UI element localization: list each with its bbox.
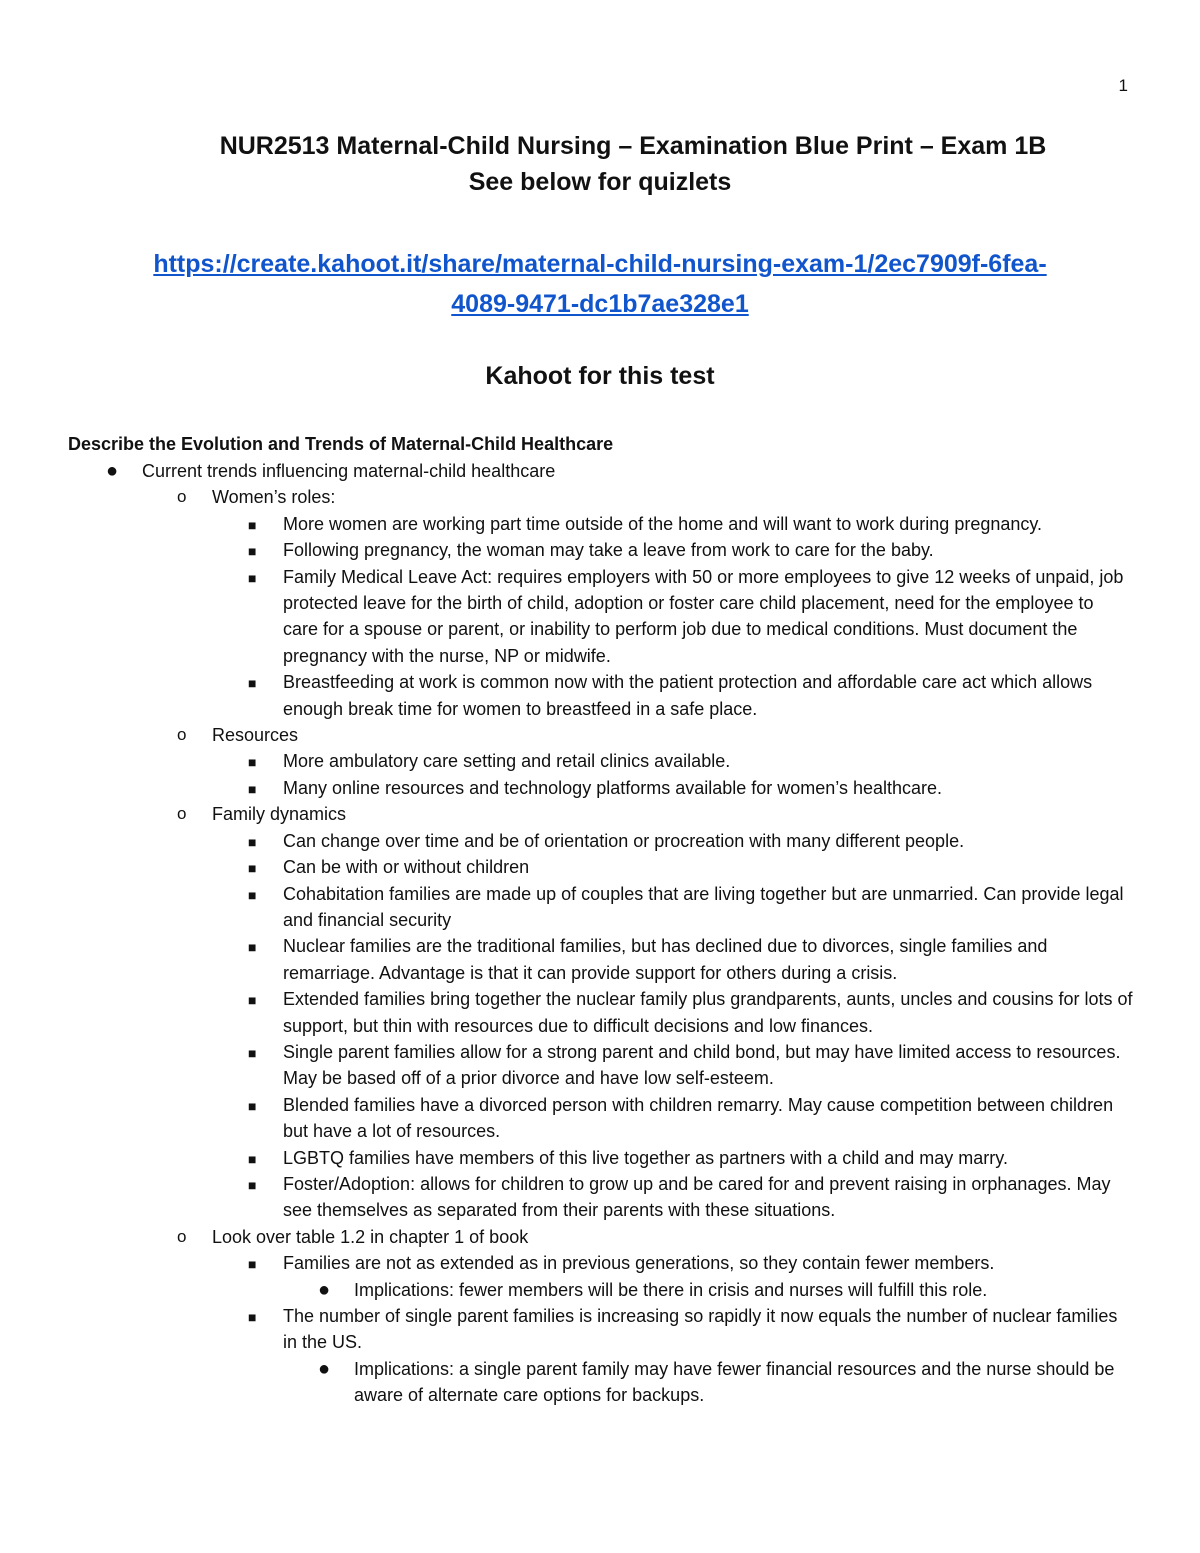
bullet-icon: o [177, 487, 187, 507]
bullet-icon: ■ [248, 833, 257, 850]
list-item [0, 1277, 1200, 1303]
list-item [0, 1039, 1200, 1092]
list-item [0, 722, 1200, 748]
document-header [0, 128, 1200, 200]
list-item [0, 933, 1200, 986]
list-item-text: Family dynamics [212, 804, 347, 825]
bullet-icon: ■ [248, 886, 257, 903]
kahoot-label: Kahoot for this test [485, 362, 715, 390]
list-item-text: Implications: fewer members will be there in crisis and nurses will fulfill this role. [354, 1279, 988, 1300]
kahoot-link-line-2: 4089-9471-dc1b7ae328e1 [451, 290, 749, 318]
list-item [0, 854, 1200, 880]
list-item-text: Foster/Adoption: allows for children to grow up and be cared for and prevent raising in orphanages. May see themselves as separated from their parents with these situations. [283, 1173, 1111, 1221]
list-item [0, 564, 1200, 670]
list-item-text: Current trends influencing maternal-child healthcare [142, 461, 556, 481]
kahoot-link-line-1: https://create.kahoot.it/share/maternal-child-nursing-exam-1/2ec7909f-6fea- [153, 250, 1047, 278]
bullet-icon: o [177, 725, 187, 745]
list-item-text: LGBTQ families have members of this live together as partners with a child and may marry. [283, 1147, 1008, 1168]
list-item [0, 1250, 1200, 1276]
bullet-icon: ■ [248, 780, 257, 797]
list-item-text: The number of single parent families is increasing so rapidly it now equals the number of nuclear families in the US. [283, 1306, 1118, 1353]
bullet-icon: ■ [248, 1097, 257, 1114]
bullet-icon: ● [318, 1278, 331, 1301]
list-item-text: Can be with or without children [283, 857, 530, 878]
bullet-icon: ■ [248, 860, 257, 877]
list-item [0, 458, 1200, 484]
list-item [0, 537, 1200, 563]
bullet-icon: ■ [248, 1176, 257, 1193]
list-item [0, 828, 1200, 854]
list-item-text: Breastfeeding at work is common now with the patient protection and affordable care act which allows enough break time for women to breastfeed in a safe place. [283, 672, 1093, 719]
bullet-icon: ■ [248, 675, 257, 692]
list-item [0, 986, 1200, 1039]
list-item-text: Following pregnancy, the woman may take a leave from work to care for the baby. [283, 540, 934, 561]
kahoot-link[interactable] [40, 244, 1160, 324]
list-item [0, 1303, 1200, 1356]
list-item [0, 1092, 1200, 1145]
list-item [0, 1224, 1200, 1250]
list-item-text: Resources [212, 725, 299, 746]
list-item-text: More women are working part time outside of the home and will want to work during pregnancy. [283, 513, 1043, 534]
bullet-icon: ■ [248, 1150, 257, 1167]
list-item [0, 881, 1200, 934]
bullet-icon: ■ [248, 992, 257, 1009]
bullet-icon: ■ [248, 516, 257, 533]
list-item-text: Women’s roles: [212, 487, 336, 508]
bullet-icon: ■ [248, 1044, 257, 1061]
bullet-icon: ■ [248, 754, 257, 771]
list-item-text: Extended families bring together the nuclear family plus grandparents, aunts, uncles and cousins for lots of support, but thin with resources due to difficult decisions and low finances. [283, 989, 1133, 1036]
bullet-icon: ■ [248, 1256, 257, 1273]
bullet-icon: ■ [248, 1309, 257, 1325]
list-item [0, 775, 1200, 801]
list-item-text: Family Medical Leave Act: requires employers with 50 or more employees to give 12 weeks of unpaid, job protected leave for the birth of child, adoption or foster care child placement, need for the employee to care for a spouse or parent, or inability to perform job due to medical conditions. Must document the pregnancy with the nurse, NP or midwife. [283, 566, 1124, 666]
bullet-icon: o [177, 1226, 187, 1246]
bullet-icon: ■ [248, 543, 257, 560]
list-item-text: Blended families have a divorced person with children remarry. May cause competition between children but have a lot of resources. [283, 1094, 1114, 1142]
list-item-text: Single parent families allow for a strong parent and child bond, but may have limited access to resources. May be based off of a prior divorce and have low self-esteem. [283, 1041, 1121, 1089]
list-item-text: Nuclear families are the traditional families, but has declined due to divorces, single families and remarriage. Advantage is that it can provide support for others during a crisis. [283, 936, 1048, 983]
list-item [0, 484, 1200, 510]
page-number: 1 [1118, 76, 1128, 95]
list-item [0, 511, 1200, 537]
list-item [0, 1171, 1200, 1224]
list-item [0, 1356, 1200, 1409]
document-title: NUR2513 Maternal-Child Nursing – Examination Blue Print – Exam 1B [219, 132, 1047, 160]
list-item-text: Can change over time and be of orientation or procreation with many different people. [283, 830, 965, 851]
list-item-text: Families are not as extended as in previous generations, so they contain fewer members. [283, 1253, 995, 1274]
list-item [0, 669, 1200, 722]
list-item [0, 1145, 1200, 1171]
bullet-icon: ■ [248, 569, 257, 586]
document-subtitle: See below for quizlets [468, 168, 732, 196]
list-item-text: Many online resources and technology platforms available for women’s healthcare. [283, 777, 943, 798]
bullet-icon: ■ [248, 939, 257, 956]
section-heading: Describe the Evolution and Trends of Maternal-Child Healthcare [68, 434, 614, 454]
list-item-text: Look over table 1.2 in chapter 1 of book [212, 1226, 529, 1247]
bullet-icon: ● [106, 460, 119, 482]
list-item-text: Cohabitation families are made up of couples that are living together but are unmarried. Can provide legal and financial security [283, 883, 1124, 930]
bullet-icon: ● [318, 1357, 331, 1380]
bullet-icon: o [177, 804, 187, 824]
list-item-text: Implications: a single parent family may have fewer financial resources and the nurse should be aware of alternate care options for backups. [354, 1358, 1115, 1406]
list-item [0, 748, 1200, 774]
list-item-text: More ambulatory care setting and retail clinics available. [283, 751, 731, 772]
list-item [0, 801, 1200, 827]
outline-list [0, 458, 1200, 1409]
